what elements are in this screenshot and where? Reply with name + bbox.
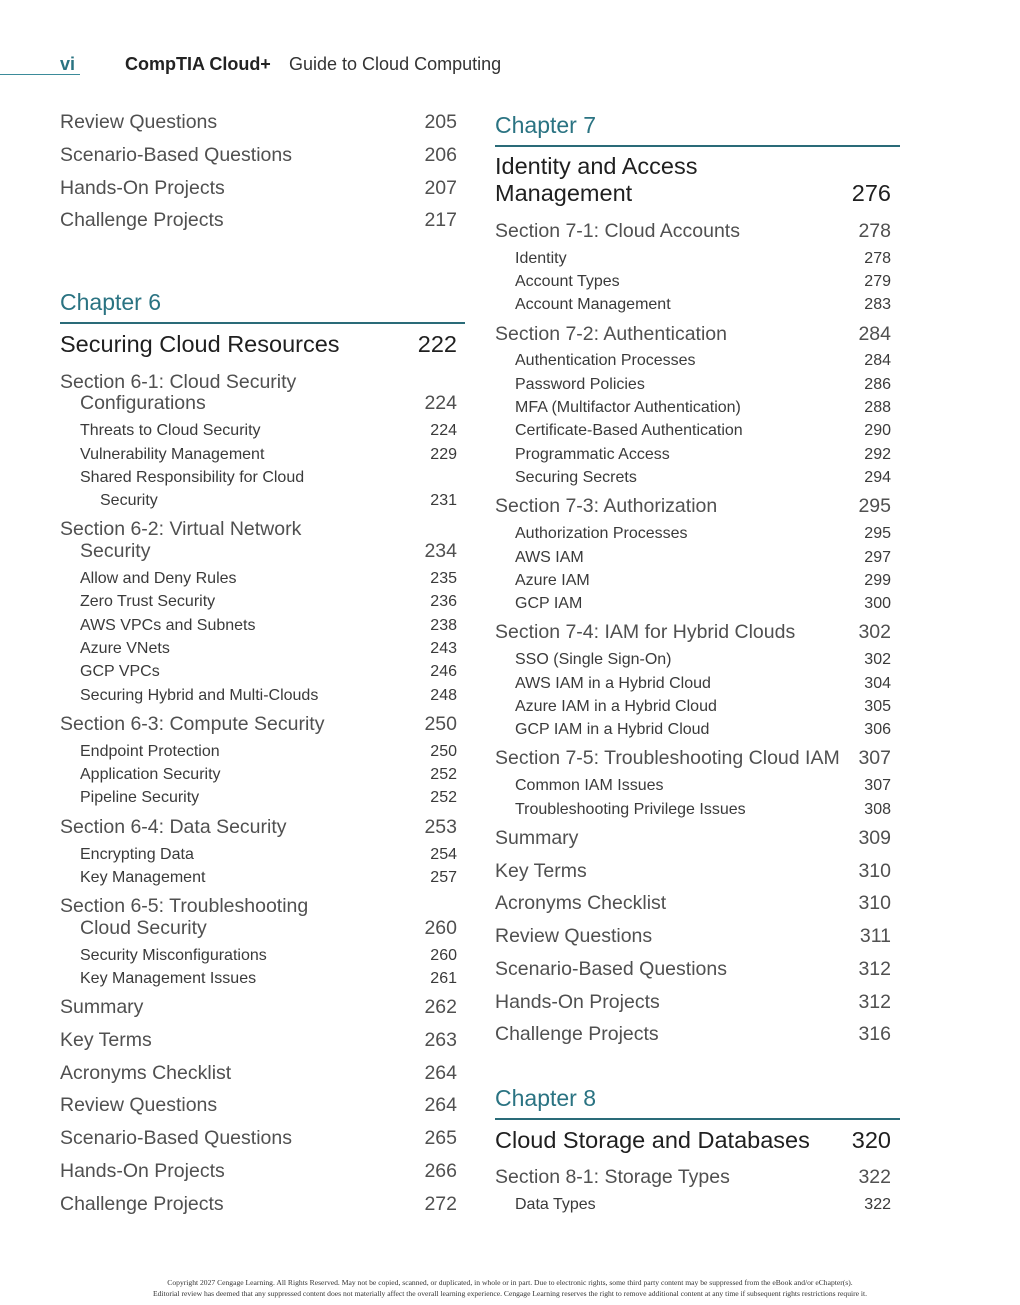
toc-entry[interactable]: Challenge Projects 272 bbox=[60, 1193, 457, 1215]
toc-subentry[interactable]: Azure IAM in a Hybrid Cloud 305 bbox=[515, 698, 891, 715]
section-heading[interactable]: Section 7-5: Troubleshooting Cloud IAM 307 bbox=[495, 747, 891, 769]
toc-subentry[interactable]: SSO (Single Sign-On) 302 bbox=[515, 651, 891, 668]
toc-subentry[interactable]: Identity 278 bbox=[515, 250, 891, 267]
toc-subentry[interactable]: Securing Secrets 294 bbox=[515, 469, 891, 486]
toc-subentry[interactable]: AWS IAM in a Hybrid Cloud 304 bbox=[515, 675, 891, 692]
toc-subentry[interactable]: Vulnerability Management 229 bbox=[80, 446, 457, 463]
copyright-line-2: Editorial review has deemed that any suppressed content does not materially affect the overall learning experience. Cengage Learning reserves the right to remove additional content at any time if subsequent rights restrictions require it. bbox=[152, 1288, 868, 1298]
toc-entry[interactable]: Scenario-Based Questions 312 bbox=[495, 958, 891, 980]
toc-subentry[interactable]: Programmatic Access 292 bbox=[515, 446, 891, 463]
chapter-label: Chapter 7 bbox=[495, 112, 597, 138]
toc-entry[interactable]: Acronyms Checklist 264 bbox=[60, 1062, 457, 1084]
toc-subentry[interactable]: Allow and Deny Rules 235 bbox=[80, 570, 457, 587]
toc-subentry[interactable]: Key Management Issues 261 bbox=[80, 970, 457, 987]
toc-subentry[interactable]: Azure VNets 243 bbox=[80, 640, 457, 657]
toc-subentry[interactable]: Threats to Cloud Security 224 bbox=[80, 422, 457, 439]
toc-subentry[interactable]: GCP IAM 300 bbox=[515, 595, 891, 612]
toc-subentry[interactable]: Application Security 252 bbox=[80, 766, 457, 783]
section-heading[interactable]: Section 7-1: Cloud Accounts 278 bbox=[495, 220, 891, 242]
toc-subentry[interactable]: Key Management 257 bbox=[80, 869, 457, 886]
toc-entry[interactable]: Hands-On Projects 207 bbox=[60, 177, 457, 199]
chapter-title[interactable]: Identity and Access bbox=[495, 153, 698, 179]
toc-subentry-cont[interactable]: Security 231 bbox=[100, 492, 457, 509]
section-heading[interactable]: Section 6-2: Virtual Network bbox=[60, 518, 302, 540]
section-heading[interactable]: Section 6-3: Compute Security 250 bbox=[60, 713, 457, 735]
toc-entry[interactable]: Key Terms 310 bbox=[495, 860, 891, 882]
copyright-footer bbox=[0, 1278, 1020, 1299]
toc-entry[interactable]: Challenge Projects 217 bbox=[60, 209, 457, 231]
toc-subentry[interactable]: GCP VPCs 246 bbox=[80, 663, 457, 680]
section-heading[interactable]: Section 8-1: Storage Types 322 bbox=[495, 1166, 891, 1188]
toc-entry[interactable]: Acronyms Checklist 310 bbox=[495, 892, 891, 914]
toc-entry[interactable]: Summary 262 bbox=[60, 996, 457, 1018]
toc-subentry[interactable]: Common IAM Issues 307 bbox=[515, 777, 891, 794]
toc-subentry[interactable]: Azure IAM 299 bbox=[515, 572, 891, 589]
toc-subentry[interactable]: Data Types 322 bbox=[515, 1196, 891, 1213]
toc-subentry[interactable]: GCP IAM in a Hybrid Cloud 306 bbox=[515, 721, 891, 738]
toc-subentry[interactable]: Authorization Processes 295 bbox=[515, 525, 891, 542]
toc-entry[interactable]: Summary 309 bbox=[495, 827, 891, 849]
chapter-rule bbox=[60, 322, 465, 324]
toc-subentry[interactable]: Pipeline Security 252 bbox=[80, 789, 457, 806]
toc-subentry[interactable]: Encrypting Data 254 bbox=[80, 846, 457, 863]
section-heading[interactable]: Section 6-1: Cloud Security bbox=[60, 371, 297, 393]
toc-entry[interactable]: Key Terms 263 bbox=[60, 1029, 457, 1051]
toc-entry[interactable]: Review Questions 311 bbox=[495, 925, 891, 947]
section-heading-cont[interactable]: Configurations 224 bbox=[80, 392, 457, 414]
toc-entry[interactable]: Hands-On Projects 266 bbox=[60, 1160, 457, 1182]
running-header bbox=[0, 54, 560, 78]
chapter-title[interactable]: Securing Cloud Resources 222 bbox=[60, 331, 457, 357]
toc-subentry[interactable]: Shared Responsibility for Cloud bbox=[80, 469, 305, 486]
section-heading-cont[interactable]: Cloud Security 260 bbox=[80, 917, 457, 939]
toc-subentry[interactable]: Zero Trust Security 236 bbox=[80, 593, 457, 610]
toc-entry[interactable]: Scenario-Based Questions 265 bbox=[60, 1127, 457, 1149]
chapter-label: Chapter 6 bbox=[60, 289, 162, 315]
toc-subentry[interactable]: Certificate-Based Authentication 290 bbox=[515, 422, 891, 439]
book-subtitle: Guide to Cloud Computing bbox=[289, 54, 502, 74]
section-heading-cont[interactable]: Security 234 bbox=[80, 540, 457, 562]
section-heading[interactable]: Section 7-4: IAM for Hybrid Clouds 302 bbox=[495, 621, 891, 643]
toc-entry[interactable]: Review Questions 205 bbox=[60, 111, 457, 133]
toc-subentry[interactable]: Security Misconfigurations 260 bbox=[80, 947, 457, 964]
toc-entry[interactable]: Scenario-Based Questions 206 bbox=[60, 144, 457, 166]
page-number: vi bbox=[60, 54, 76, 74]
toc-subentry[interactable]: Endpoint Protection 250 bbox=[80, 743, 457, 760]
toc-entry[interactable]: Challenge Projects 316 bbox=[495, 1023, 891, 1045]
chapter-label: Chapter 8 bbox=[495, 1085, 597, 1111]
chapter-rule bbox=[495, 145, 900, 147]
section-heading[interactable]: Section 7-2: Authentication 284 bbox=[495, 323, 891, 345]
book-title: CompTIA Cloud+ bbox=[125, 54, 271, 74]
copyright-line-1: Copyright 2027 Cengage Learning. All Rights Reserved. May not be copied, scanned, or duplicated, in whole or in part. Due to electronic rights, some third party content may be suppressed from the eBook and/or eChapter(s). bbox=[167, 1278, 853, 1287]
toc-subentry[interactable]: Troubleshooting Privilege Issues 308 bbox=[515, 801, 891, 818]
toc-subentry[interactable]: Account Management 283 bbox=[515, 296, 891, 313]
toc-subentry[interactable]: MFA (Multifactor Authentication) 288 bbox=[515, 399, 891, 416]
toc-subentry[interactable]: AWS IAM 297 bbox=[515, 549, 891, 566]
toc-subentry[interactable]: AWS VPCs and Subnets 238 bbox=[80, 617, 457, 634]
toc-subentry[interactable]: Account Types 279 bbox=[515, 273, 891, 290]
toc-subentry[interactable]: Authentication Processes 284 bbox=[515, 352, 891, 369]
toc-subentry[interactable]: Password Policies 286 bbox=[515, 376, 891, 393]
section-heading[interactable]: Section 6-5: Troubleshooting bbox=[60, 895, 309, 917]
toc-entry[interactable]: Hands-On Projects 312 bbox=[495, 991, 891, 1013]
toc-subentry[interactable]: Securing Hybrid and Multi-Clouds 248 bbox=[80, 687, 457, 704]
section-heading[interactable]: Section 6-4: Data Security 253 bbox=[60, 816, 457, 838]
section-heading[interactable]: Section 7-3: Authorization 295 bbox=[495, 495, 891, 517]
chapter-title[interactable]: Cloud Storage and Databases 320 bbox=[495, 1127, 891, 1153]
chapter-title-cont[interactable]: Management 276 bbox=[495, 180, 891, 206]
chapter-rule bbox=[495, 1118, 900, 1120]
toc-entry[interactable]: Review Questions 264 bbox=[60, 1094, 457, 1116]
